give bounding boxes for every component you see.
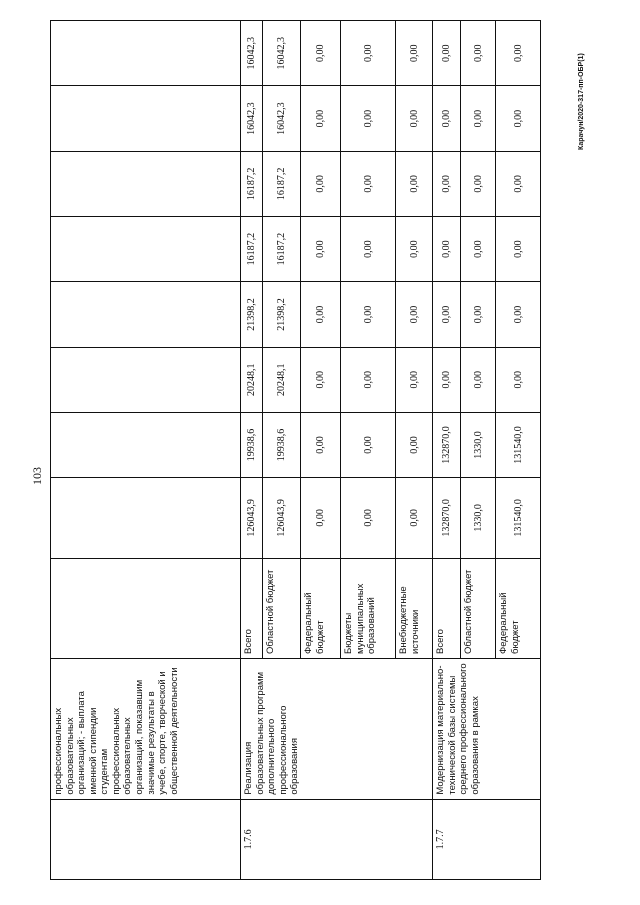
value-cell: 0,00 bbox=[396, 478, 433, 558]
value-cell: 16187,2 bbox=[263, 217, 301, 282]
continuation-text: профессиональных образовательных организаций; - выплата именной стипендии студентам профессиональных образовательных организаций, показавшим значимые результаты в учебе, спорте, творческой и общественной деятельности bbox=[51, 659, 241, 800]
value-cell: 16187,2 bbox=[263, 151, 301, 216]
value-cell: 132870,0 bbox=[433, 412, 461, 477]
funding-source: Внебюджетные источники bbox=[396, 558, 433, 658]
value-cell: 0,00 bbox=[461, 151, 496, 216]
value-cell: 0,00 bbox=[433, 151, 461, 216]
value-cell: 0,00 bbox=[301, 478, 341, 558]
item-number: 1.7.7 bbox=[433, 799, 541, 879]
value-cell: 0,00 bbox=[396, 21, 433, 86]
value-cell: 0,00 bbox=[396, 151, 433, 216]
value-cell: 19938,6 bbox=[263, 412, 301, 477]
value-cell: 0,00 bbox=[433, 347, 461, 412]
value-cell: 0,00 bbox=[461, 86, 496, 151]
value-cell: 1330,0 bbox=[461, 478, 496, 558]
value-cell: 0,00 bbox=[301, 347, 341, 412]
table-row bbox=[433, 21, 461, 880]
value-cell: 131540,0 bbox=[496, 478, 541, 558]
value-cell: 16042,3 bbox=[263, 86, 301, 151]
value-cell: 0,00 bbox=[433, 86, 461, 151]
value-cell: 0,00 bbox=[396, 412, 433, 477]
page-number: 103 bbox=[30, 467, 44, 485]
value-cell: 0,00 bbox=[496, 282, 541, 347]
funding-source: Всего bbox=[241, 558, 263, 658]
value-cell: 16042,3 bbox=[263, 21, 301, 86]
index-cell bbox=[51, 799, 241, 879]
value-cell: 0,00 bbox=[341, 151, 396, 216]
value-cell: 19938,6 bbox=[241, 412, 263, 477]
value-cell: 0,00 bbox=[496, 151, 541, 216]
value-cell: 0,00 bbox=[341, 282, 396, 347]
value-cell: 0,00 bbox=[301, 21, 341, 86]
funding-source: Областной бюджет bbox=[263, 558, 301, 658]
value-cell: 21398,2 bbox=[241, 282, 263, 347]
value-cell: 1330,0 bbox=[461, 412, 496, 477]
value-cell: 16187,2 bbox=[241, 217, 263, 282]
funding-source: Федеральный бюджет bbox=[301, 558, 341, 658]
value-cell: 0,00 bbox=[433, 217, 461, 282]
value-cell: 0,00 bbox=[341, 347, 396, 412]
funding-source: Областной бюджет bbox=[461, 558, 496, 658]
item-number: 1.7.6 bbox=[241, 799, 433, 879]
value-cell: 0,00 bbox=[341, 86, 396, 151]
value-cell: 16187,2 bbox=[241, 151, 263, 216]
value-cell: 20248,1 bbox=[263, 347, 301, 412]
value-cell: 20248,1 bbox=[241, 347, 263, 412]
value-cell: 0,00 bbox=[301, 412, 341, 477]
value-cell: 0,00 bbox=[433, 282, 461, 347]
value-cell: 16042,3 bbox=[241, 86, 263, 151]
value-cell: 0,00 bbox=[461, 21, 496, 86]
value-cell: 0,00 bbox=[341, 412, 396, 477]
value-cell: 0,00 bbox=[341, 217, 396, 282]
value-cell: 16042,3 bbox=[241, 21, 263, 86]
funding-source: Федеральный бюджет bbox=[496, 558, 541, 658]
value-cell: 0,00 bbox=[433, 21, 461, 86]
value-cell: 0,00 bbox=[461, 347, 496, 412]
value-cell: 21398,2 bbox=[263, 282, 301, 347]
funding-source: Бюджеты муниципальных образований bbox=[341, 558, 396, 658]
value-cell: 126043,9 bbox=[263, 478, 301, 558]
value-cell: 0,00 bbox=[496, 86, 541, 151]
value-cell: 0,00 bbox=[396, 217, 433, 282]
item-name: Реализация образовательных программ дополнительного профессионального образования bbox=[241, 659, 433, 800]
table-row bbox=[241, 21, 263, 880]
item-name: Модернизация материально-технической базы системы среднего профессионального образования в рамках bbox=[433, 659, 541, 800]
value-cell: 131540,0 bbox=[496, 412, 541, 477]
value-cell: 0,00 bbox=[496, 217, 541, 282]
value-cell: 0,00 bbox=[396, 282, 433, 347]
value-cell: 0,00 bbox=[496, 21, 541, 86]
funding-source: Всего bbox=[433, 558, 461, 658]
value-cell: 0,00 bbox=[461, 282, 496, 347]
value-cell: 0,00 bbox=[301, 86, 341, 151]
value-cell: 0,00 bbox=[341, 21, 396, 86]
value-cell: 0,00 bbox=[301, 282, 341, 347]
value-cell: 126043,9 bbox=[241, 478, 263, 558]
value-cell: 0,00 bbox=[461, 217, 496, 282]
value-cell: 0,00 bbox=[301, 151, 341, 216]
value-cell: 0,00 bbox=[341, 478, 396, 558]
value-cell: 0,00 bbox=[396, 86, 433, 151]
budget-table bbox=[50, 20, 541, 880]
value-cell: 132870,0 bbox=[433, 478, 461, 558]
value-cell: 0,00 bbox=[301, 217, 341, 282]
continuation-row bbox=[51, 21, 241, 880]
value-cell: 0,00 bbox=[496, 347, 541, 412]
side-note: Карачун/2020-317-пп-ОБР(1) bbox=[578, 53, 585, 150]
value-cell: 0,00 bbox=[396, 347, 433, 412]
